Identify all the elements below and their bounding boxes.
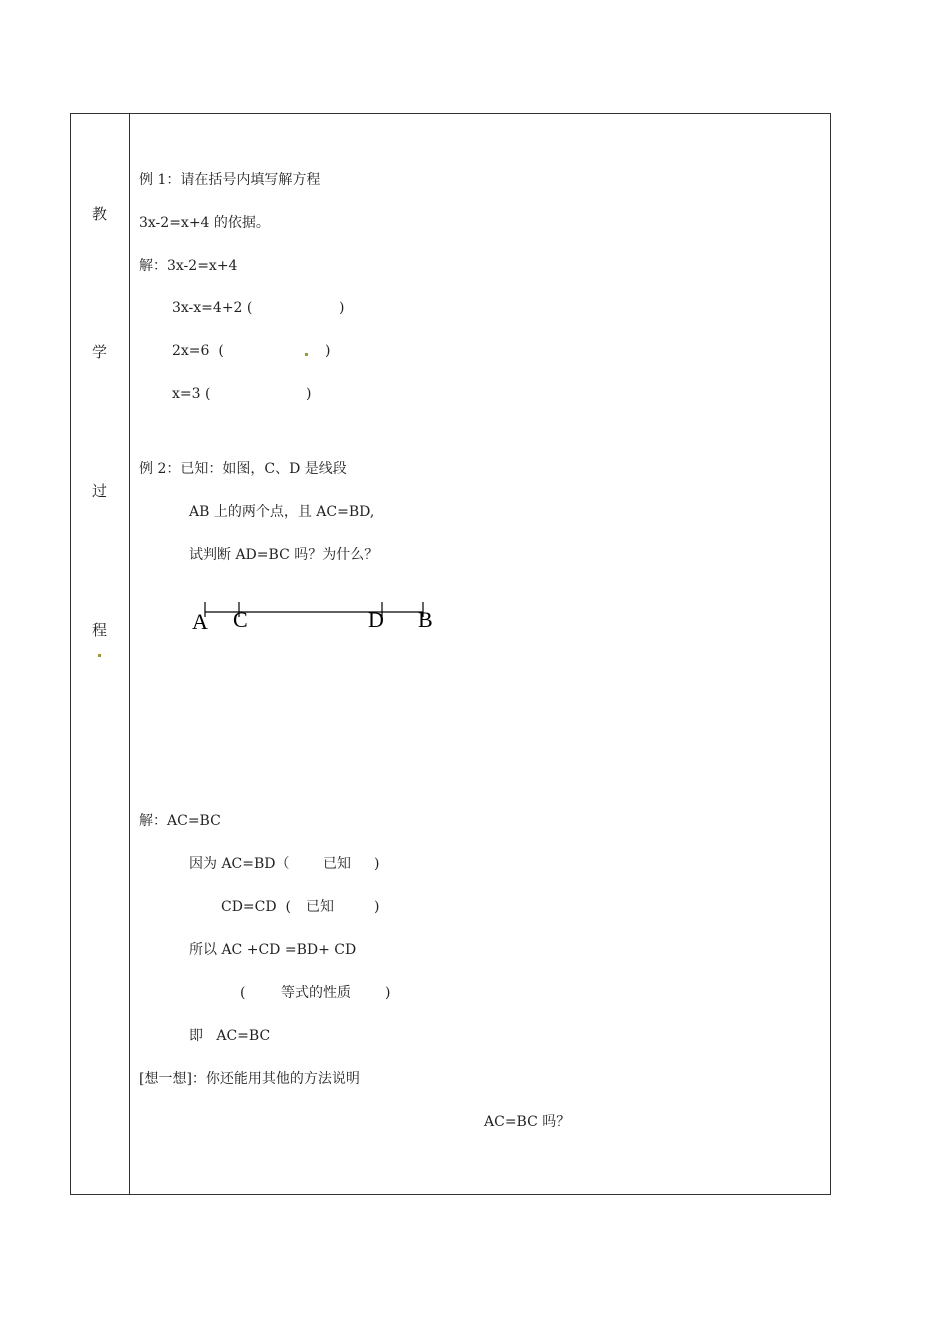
side-label-xue: 学 bbox=[92, 343, 108, 361]
solution-line6: 即 AC=BC bbox=[189, 1028, 271, 1044]
column-divider bbox=[129, 113, 130, 1195]
example1-step1-close: ) bbox=[339, 300, 345, 316]
point-label-a: A bbox=[192, 609, 208, 634]
example1-title: 例 1：请在括号内填写解方程 bbox=[139, 172, 321, 188]
decorative-dot bbox=[98, 654, 101, 657]
point-label-c: C bbox=[233, 607, 248, 632]
solution-line1: 解：AC=BC bbox=[139, 813, 221, 829]
side-label-jiao: 教 bbox=[92, 205, 108, 223]
example1-solve-label: 解：3x-2=x+4 bbox=[139, 258, 238, 274]
decorative-dot bbox=[305, 353, 308, 356]
example1-step3: x=3 ( bbox=[172, 386, 211, 402]
segment-diagram bbox=[185, 595, 445, 640]
example2-line2: AB 上的两个点，且 AC=BD, bbox=[189, 504, 375, 520]
think-line2: AC=BC 吗？ bbox=[484, 1114, 571, 1130]
solution-line3-c: ) bbox=[374, 899, 380, 915]
lesson-table bbox=[70, 113, 831, 1195]
solution-line3-b: 已知 bbox=[306, 899, 334, 915]
example2-line3: 试判断 AD=BC 吗？为什么？ bbox=[189, 547, 379, 563]
point-label-d: D bbox=[368, 607, 384, 632]
side-label-cheng: 程 bbox=[92, 621, 108, 639]
solution-line2-b: 已知 bbox=[323, 856, 351, 872]
solution-line2-a: 因为 AC=BD（ bbox=[189, 856, 290, 872]
think-line1: [想一想]：你还能用其他的方法说明 bbox=[139, 1071, 360, 1087]
example1-subtitle: 3x-2=x+4 的依据。 bbox=[139, 215, 270, 231]
example1-step1: 3x-x=4+2 ( bbox=[172, 300, 253, 316]
example1-step2-close: ) bbox=[325, 343, 331, 359]
solution-line5-a: ( bbox=[240, 985, 246, 1001]
solution-line3-a: CD=CD ( bbox=[221, 899, 291, 915]
point-label-b: B bbox=[418, 607, 433, 632]
side-label-guo: 过 bbox=[92, 482, 108, 500]
example1-step2: 2x=6 ( bbox=[172, 343, 224, 359]
example1-step3-close: ) bbox=[306, 386, 312, 402]
example2-title: 例 2：已知：如图，C、D 是线段 bbox=[139, 461, 347, 477]
solution-line5-c: ) bbox=[385, 985, 391, 1001]
solution-line4: 所以 AC +CD =BD+ CD bbox=[189, 942, 357, 958]
solution-line2-c: ) bbox=[374, 856, 380, 872]
solution-line5-b: 等式的性质 bbox=[281, 985, 351, 1001]
